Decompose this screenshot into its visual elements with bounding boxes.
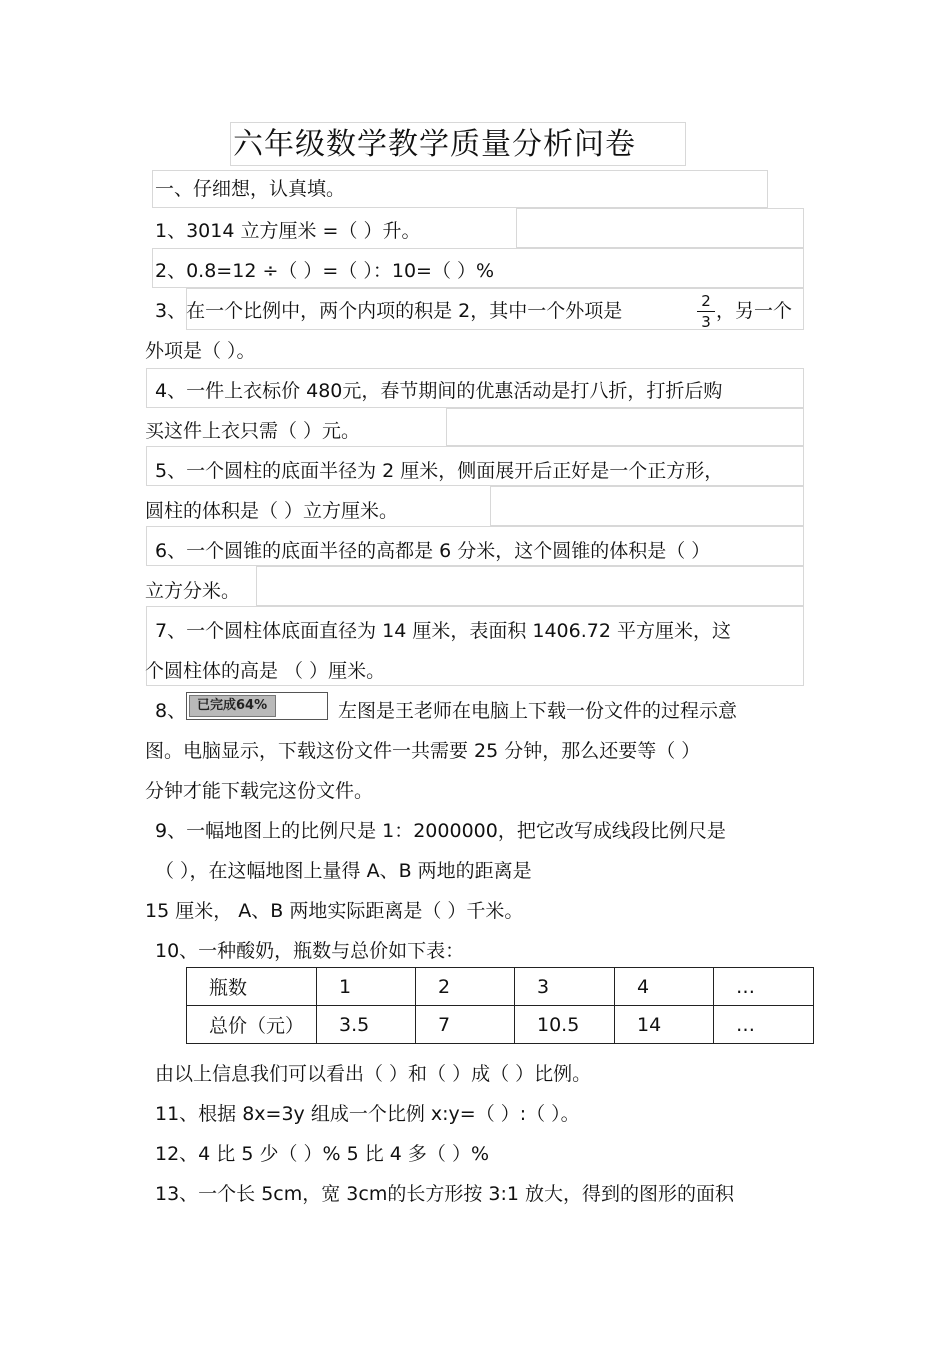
table-cell: 4	[615, 968, 714, 1006]
question-6-line2: 立方分米。	[145, 580, 241, 602]
question-4-line1: 4、一件上衣标价 480元，春节期间的优惠活动是打八折，打折后购	[155, 380, 723, 402]
table-cell: 14	[615, 1006, 714, 1044]
fraction-numerator: 2	[701, 292, 711, 310]
fraction-two-thirds	[697, 292, 715, 331]
scan-frame	[490, 486, 804, 526]
table-cell: …	[714, 968, 814, 1006]
scan-frame	[256, 566, 804, 606]
table-row	[187, 968, 814, 1006]
table-cell: 总价（元）	[187, 1006, 317, 1044]
question-9-line2: （ ），在这幅地图上量得 A、B 两地的距离是	[155, 860, 532, 882]
question-9-line3: 15 厘米， A、B 两地实际距离是（ ）千米。	[145, 900, 524, 922]
fraction-bar	[697, 311, 715, 312]
question-11: 11、根据 8x=3y 组成一个比例 x:y=（ ）:（ ）。	[155, 1103, 580, 1125]
scan-frame	[446, 408, 804, 446]
fraction-denominator: 3	[701, 313, 711, 331]
section-heading: 一、仔细想，认真填。	[155, 178, 346, 200]
question-5-line1: 5、一个圆柱的底面半径为 2 厘米，侧面展开后正好是一个正方形，	[155, 460, 724, 482]
question-3-line2: 外项是（ ）。	[145, 340, 256, 362]
table-cell: 3	[515, 968, 615, 1006]
yogurt-price-table	[186, 967, 814, 1044]
question-8-number: 8、	[155, 700, 187, 722]
question-10-line1: 10、一种酸奶，瓶数与总价如下表：	[155, 940, 465, 962]
table-cell: 7	[416, 1006, 515, 1044]
question-6-line1: 6、一个圆锥的底面半径的高都是 6 分米，这个圆锥的体积是（ ）	[155, 540, 711, 562]
question-7-line2: 个圆柱体的高是 （ ）厘米。	[145, 660, 386, 682]
question-13: 13、一个长 5cm，宽 3cm的长方形按 3:1 放大，得到的图形的面积	[155, 1183, 735, 1205]
progress-label: 已完成64%	[197, 698, 268, 713]
question-3-line1: 3、在一个比例中，两个内项的积是 2，其中一个外项是	[155, 300, 623, 322]
table-row	[187, 1006, 814, 1044]
question-8-line3: 分钟才能下载完这份文件。	[145, 780, 374, 802]
question-9-line1: 9、一幅地图上的比例尺是 1：2000000，把它改写成线段比例尺是	[155, 820, 726, 842]
page-title: 六年级数学教学质量分析问卷	[230, 122, 686, 166]
question-12: 12、4 比 5 少（ ）% 5 比 4 多（ ）%	[155, 1143, 489, 1165]
question-8-line2: 图。电脑显示，下载这份文件一共需要 25 分钟，那么还要等（ ）	[145, 740, 701, 762]
question-8-line1: 左图是王老师在电脑上下载一份文件的过程示意	[338, 700, 738, 722]
question-3-line1-tail: ，另一个	[716, 300, 793, 322]
table-cell: 10.5	[515, 1006, 615, 1044]
download-progress-bar	[186, 692, 328, 720]
scan-frame	[516, 208, 804, 248]
question-2: 2、0.8=12 ÷（ ）=（ ）：10=（ ）%	[155, 260, 495, 282]
table-cell: 1	[317, 968, 416, 1006]
question-7-line1: 7、一个圆柱体底面直径为 14 厘米，表面积 1406.72 平方厘米，这	[155, 620, 731, 642]
table-cell: …	[714, 1006, 814, 1044]
table-cell: 3.5	[317, 1006, 416, 1044]
question-4-line2: 买这件上衣只需（ ）元。	[145, 420, 361, 442]
table-cell: 2	[416, 968, 515, 1006]
question-10-line2: 由以上信息我们可以看出（ ）和（ ）成（ ）比例。	[155, 1063, 592, 1085]
question-5-line2: 圆柱的体积是（ ）立方厘米。	[145, 500, 399, 522]
table-cell: 瓶数	[187, 968, 317, 1006]
question-1: 1、3014 立方厘米 =（ ）升。	[155, 220, 421, 242]
